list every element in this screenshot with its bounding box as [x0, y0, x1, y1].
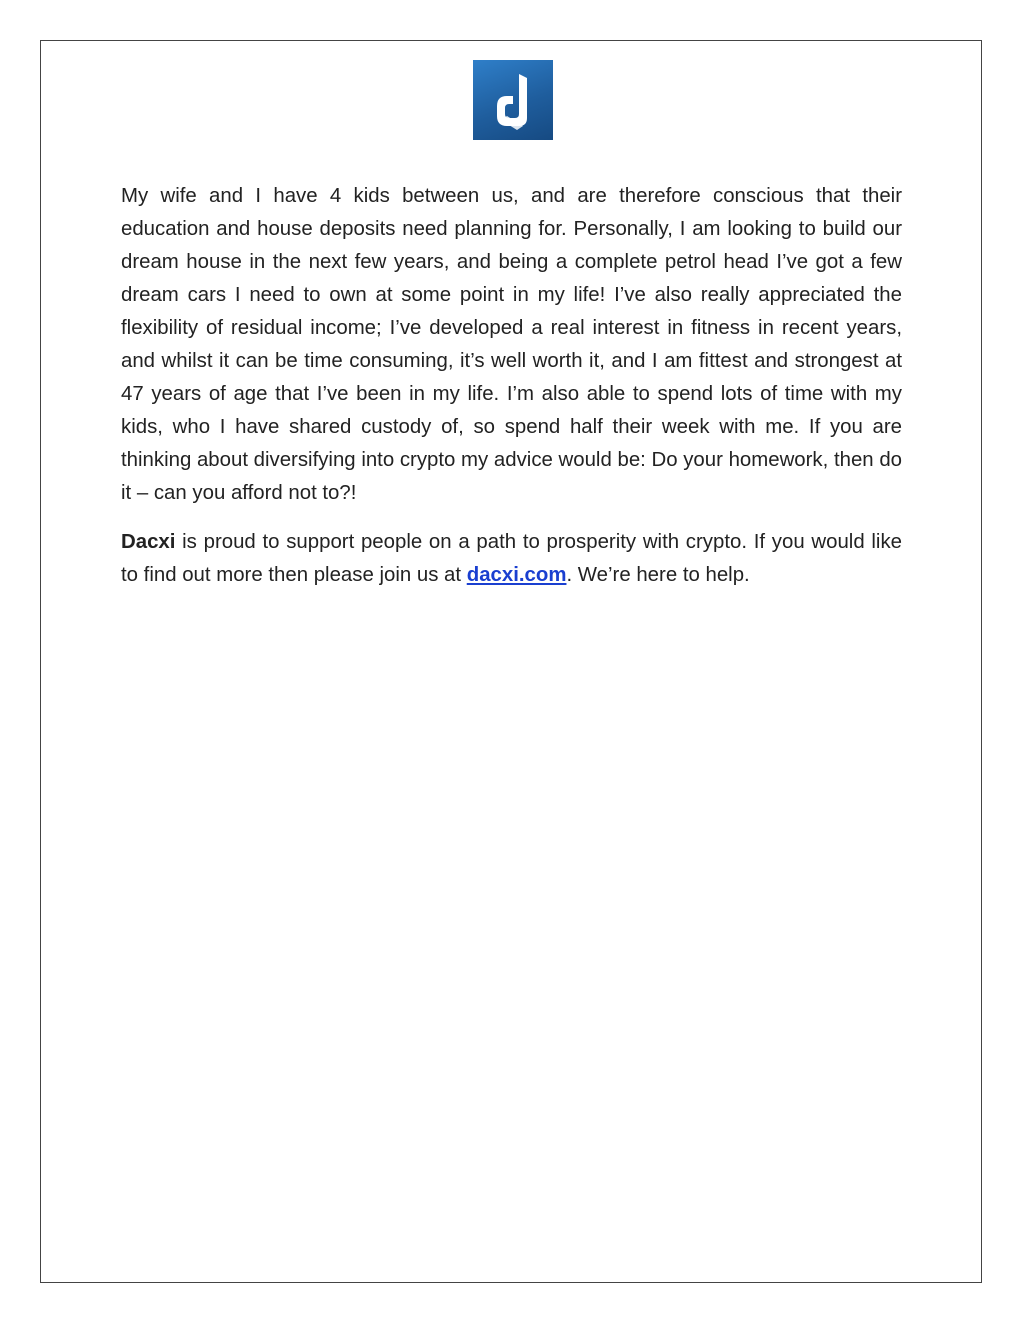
closing-text-end: . We’re here to help.	[566, 564, 750, 586]
closing-text: is proud to support people on a path to prosperity with crypto. If you would like to find out more then please join us at	[121, 531, 902, 586]
dacxi-link[interactable]: dacxi.com	[466, 564, 567, 586]
document-body	[121, 180, 902, 592]
body-paragraph: My wife and I have 4 kids between us, and are therefore conscious that their education and house deposits need planning for. Personally, I am looking to build our dream house in the next few years, and being a complete petrol head I’ve got a few dream cars I need to own at some point in my life! I’ve also really appreciated the flexibility of residual income; I’ve developed a real interest in fitness in recent years, and whilst it can be time consuming, it’s well worth it, and I am fittest and strongest at 47 years of age that I’ve been in my life. I’m also able to spend lots of time with my kids, who I have shared custody of, so spend half their week with me. If you are thinking about diversifying into crypto my advice would be: Do your homework, then do it – can you afford not to?!	[121, 185, 902, 504]
closing-paragraph	[121, 526, 902, 592]
brand-name: Dacxi	[121, 531, 176, 553]
dacxi-logo-icon	[473, 60, 553, 140]
